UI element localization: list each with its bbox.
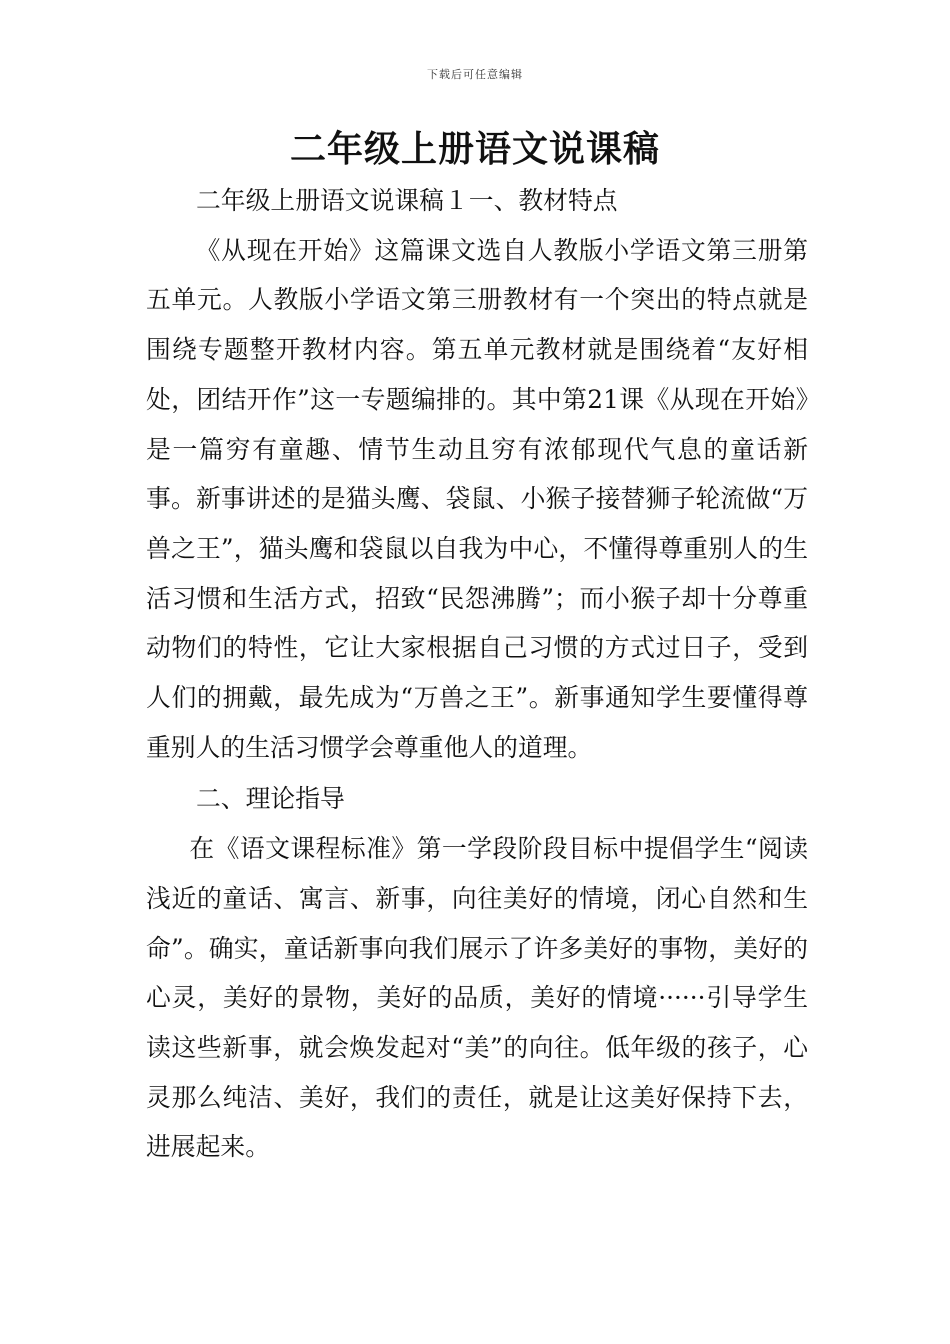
section-heading-2: 二、理论指导 <box>196 784 345 814</box>
header-note: 下载后可任意编辑 <box>427 68 523 81</box>
body-paragraph-1: 《从现在开始》这篇课文选自人教版小学语文第三册第五单元。人教版小学语文第三册教材有一个突出的特点就是围绕专题整开教材内容。第五单元教材就是围绕着“友好相处，团结开作”这一专题编排的。其中第21课《从现在开始》是一篇穷有童趣、情节生动且穷有浓郁现代气息的童话新事。新事讲述的是猫头鹰、袋鼠、小猴子接替狮子轮流做“万兽之王”，猫头鹰和袋鼠以自我为中心，不懂得尊重别人的生活习惯和生活方式，招致“民怨沸腾”；而小猴子却十分尊重动物们的特性，它让大家根据自己习惯的方式过日子，受到人们的拥戴，最先成为“万兽之王”。新事通知学生要懂得尊重别人的生活习惯学会尊重他人的道理。 <box>146 235 808 762</box>
body-paragraph-2: 在《语文课程标准》第一学段阶段目标中提倡学生“阅读浅近的童话、寓言、新事，向往美好的情境，闭心自然和生命”。确实，童话新事向我们展示了许多美好的事物，美好的心灵，美好的景物，美好的品质，美好的情境······引导学生读这些新事，就会焕发起对“美”的向往。低年级的孩子，心灵那么纯洁、美好，我们的责任，就是让这美好保持下去，进展起来。 <box>146 834 808 1162</box>
document-title: 二年级上册语文说课稿 <box>289 129 660 170</box>
section-heading-1: 二年级上册语文说课稿１一、教材特点 <box>196 186 618 215</box>
document-body <box>146 176 808 1172</box>
